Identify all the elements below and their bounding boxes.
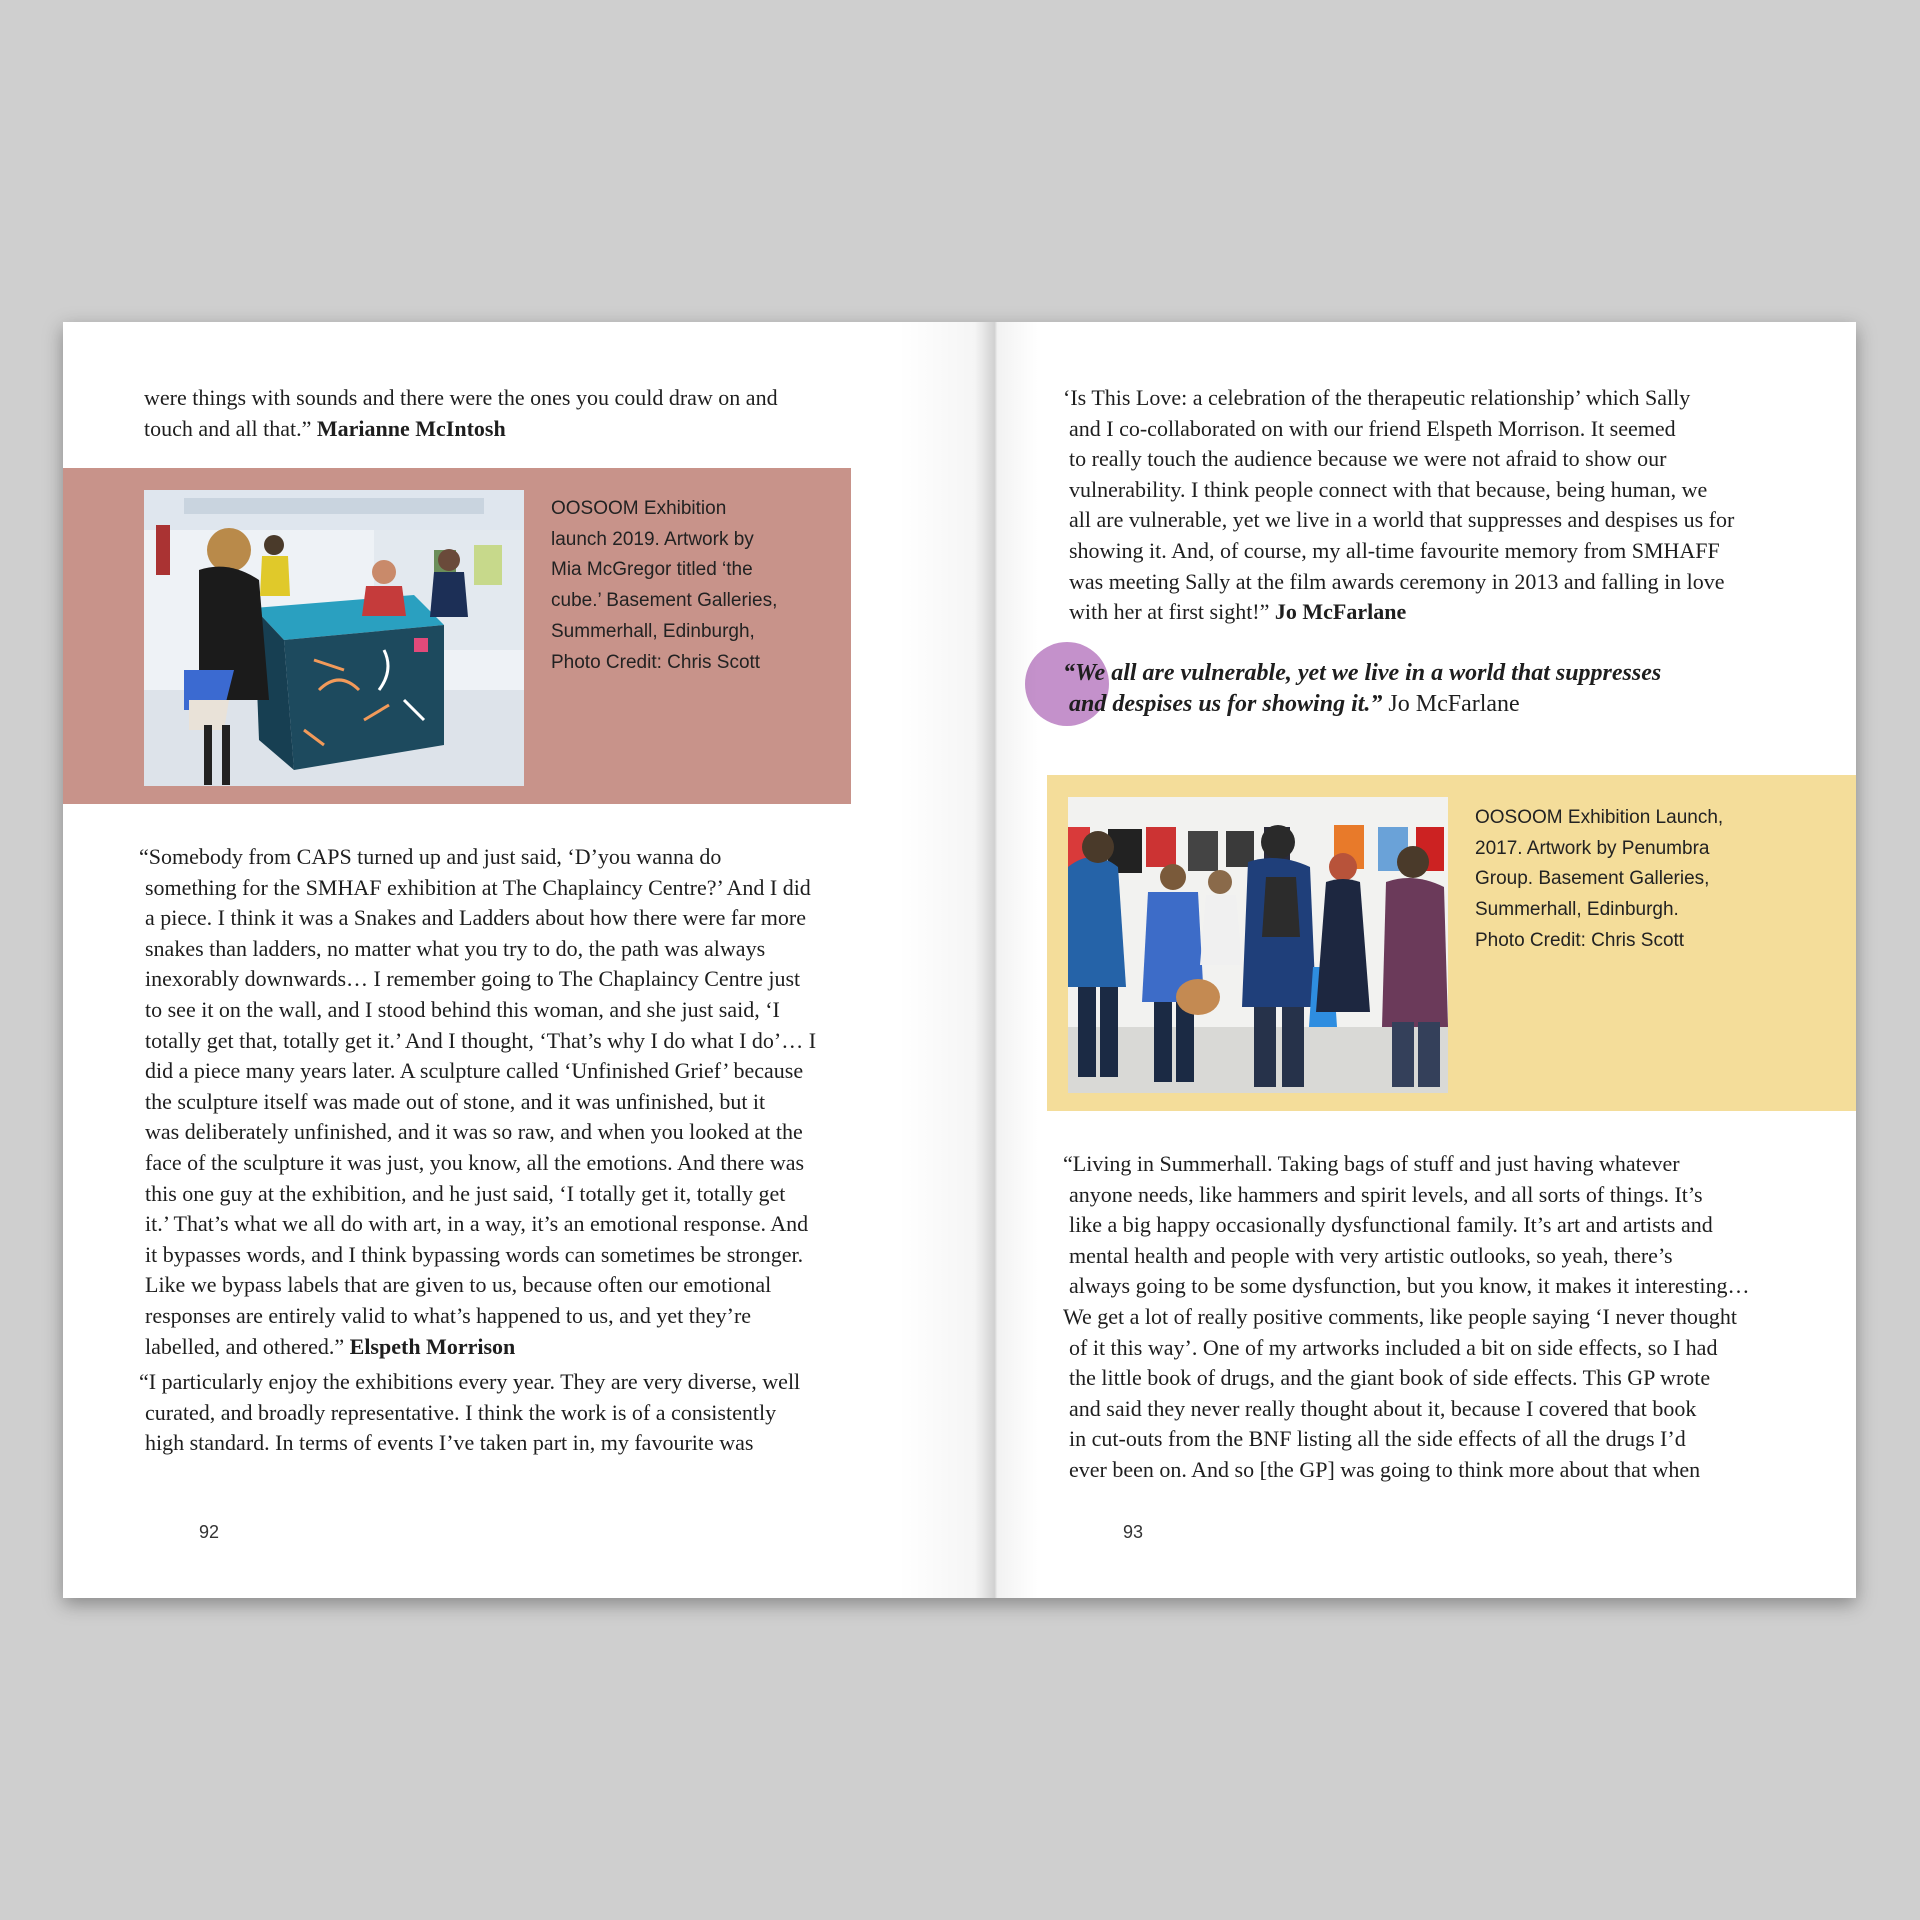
figure-band-pink [63, 468, 851, 804]
text-line: was meeting Sally at the film awards ceremony in 2013 and falling in love [1069, 568, 1725, 594]
text-line: “Living in Summerhall. Taking bags of stuff and just having whatever [1063, 1151, 1680, 1176]
photo-gallery-image [1068, 797, 1448, 1093]
quote-jo-continued [1063, 383, 1803, 628]
caption-line: Photo Credit: Chris Scott [551, 651, 761, 673]
caption-line: Mia McGregor titled ‘the [551, 559, 753, 581]
text-line: vulnerability. I think people connect with that because, being human, we [1069, 476, 1708, 502]
figure-band-yellow [1047, 775, 1856, 1111]
text-line: curated, and broadly representative. I think the work is of a consistently [145, 1399, 777, 1425]
page-number-left: 92 [199, 1522, 220, 1542]
page-number-right: 93 [1123, 1522, 1144, 1542]
text-line: of it this way’. One of my artworks included a bit on side effects, so I had [1069, 1334, 1718, 1360]
text-line: mental health and people with very artistic outlooks, so yeah, there’s [1069, 1242, 1673, 1268]
text-line: anyone needs, like hammers and spirit levels, and all sorts of things. It’s [1069, 1181, 1703, 1207]
text-line: ever been on. And so [the GP] was going to think more about that when [1069, 1456, 1701, 1482]
caption-line: Group. Basement Galleries, [1475, 868, 1710, 890]
text-line: were things with sounds and there were the ones you could draw on and [144, 385, 778, 410]
text-line: and I co-collaborated on with our friend Elspeth Morrison. It seemed [1069, 415, 1676, 441]
photo-cube-image [144, 490, 524, 786]
text-line: “Somebody from CAPS turned up and just said, ‘D’you wanna do [139, 844, 722, 869]
text-line: all are vulnerable, yet we live in a world that suppresses and despises us for [1069, 507, 1735, 533]
pull-quote-attribution: Jo McFarlane [1382, 690, 1520, 717]
text-line: touch and all that.” Marianne McIntosh [144, 415, 506, 441]
text-line: to see it on the wall, and I stood behind this woman, and she just said, ‘I [145, 996, 780, 1022]
text-line: high standard. In terms of events I’ve taken part in, my favourite was [145, 1430, 754, 1456]
text-line: did a piece many years later. A sculpture called ‘Unfinished Grief’ because [145, 1058, 804, 1084]
caption-line: OOSOOM Exhibition Launch, [1475, 807, 1724, 828]
quote-exhibitions [139, 1367, 874, 1459]
text-line: snakes than ladders, no matter what you try to do, the path was always [145, 935, 766, 961]
text-line: always going to be some dysfunction, but you know, it makes it interesting… [1069, 1273, 1750, 1299]
pull-quote [1063, 658, 1803, 719]
attribution: Jo McFarlane [1274, 599, 1407, 625]
caption-line: Summerhall, Edinburgh, [551, 620, 755, 642]
exhibition-photo-gallery [1068, 797, 1448, 1093]
text-line: a piece. I think it was a Snakes and Ladders about how there were far more [145, 905, 806, 931]
attribution: Marianne McIntosh [316, 415, 506, 441]
text-line: ‘Is This Love: a celebration of the therapeutic relationship’ which Sally [1063, 385, 1691, 410]
text-line: it bypasses words, and I think bypassing words can sometimes be stronger. [145, 1241, 804, 1267]
text-line: inexorably downwards… I remember going to The Chaplaincy Centre just [145, 966, 801, 992]
text-line: “I particularly enjoy the exhibitions every year. They are very diverse, well [139, 1369, 801, 1394]
text-line: the sculpture itself was made out of stone, and it was unfinished, but it [145, 1088, 766, 1114]
text-line: totally get that, totally get it.’ And I thought, ‘That’s why I do what I do’… I [145, 1027, 817, 1053]
book-gutter [898, 322, 1038, 1598]
text-line: the little book of drugs, and the giant book of side effects. This GP wrote [1069, 1365, 1711, 1391]
caption-line: OOSOOM Exhibition [551, 498, 727, 519]
text-line: something for the SMHAF exhibition at The Chaplaincy Centre?’ And I did [145, 874, 811, 900]
text-line: this one guy at the exhibition, and he just said, ‘I totally get it, totally get [145, 1180, 786, 1206]
text-line: to really touch the audience because we were not afraid to show our [1069, 446, 1667, 472]
intro-quote [144, 383, 864, 444]
figure-caption-right [1475, 803, 1775, 957]
text-line: showing it. And, of course, my all-time favourite memory from SMHAFF [1069, 537, 1720, 563]
caption-line: Summerhall, Edinburgh. [1475, 899, 1679, 921]
text-line: was deliberately unfinished, and it was so raw, and when you looked at the [145, 1119, 803, 1145]
text-line: responses are entirely valid to what’s happened to us, and yet they’re [145, 1302, 752, 1328]
exhibition-photo-cube [144, 490, 524, 786]
caption-line: launch 2019. Artwork by [551, 528, 754, 550]
text-line: it.’ That’s what we all do with art, in a way, it’s an emotional response. And [145, 1211, 809, 1237]
text-line: in cut-outs from the BNF listing all the side effects of all the drugs I’d [1069, 1426, 1686, 1452]
attribution: Elspeth Morrison [349, 1333, 516, 1359]
caption-line: Photo Credit: Chris Scott [1475, 929, 1685, 951]
caption-line: cube.’ Basement Galleries, [551, 590, 778, 612]
text-line: and said they never really thought about it, because I covered that book [1069, 1395, 1697, 1421]
text-line: labelled, and othered.” Elspeth Morrison [145, 1333, 516, 1359]
text-line: We get a lot of really positive comments, like people saying ‘I never thought [1063, 1303, 1737, 1329]
text-line: like a big happy occasionally dysfunctional family. It’s art and artists and [1069, 1212, 1713, 1238]
text-line: face of the sculpture it was just, you know, all the emotions. And there was [145, 1149, 805, 1175]
quote-elspeth [139, 842, 874, 1362]
text-line: Like we bypass labels that are given to us, because often our emotional [145, 1272, 772, 1298]
text-line: with her at first sight!” Jo McFarlane [1069, 599, 1407, 625]
pull-quote-line: and despises us for showing it.” Jo McFarlane [1069, 690, 1520, 717]
book-spread [63, 322, 1856, 1598]
caption-line: 2017. Artwork by Penumbra [1475, 837, 1710, 859]
figure-caption-left [551, 494, 831, 678]
quote-summerhall [1063, 1149, 1803, 1486]
pull-quote-line: “We all are vulnerable, yet we live in a world that suppresses [1063, 660, 1662, 686]
